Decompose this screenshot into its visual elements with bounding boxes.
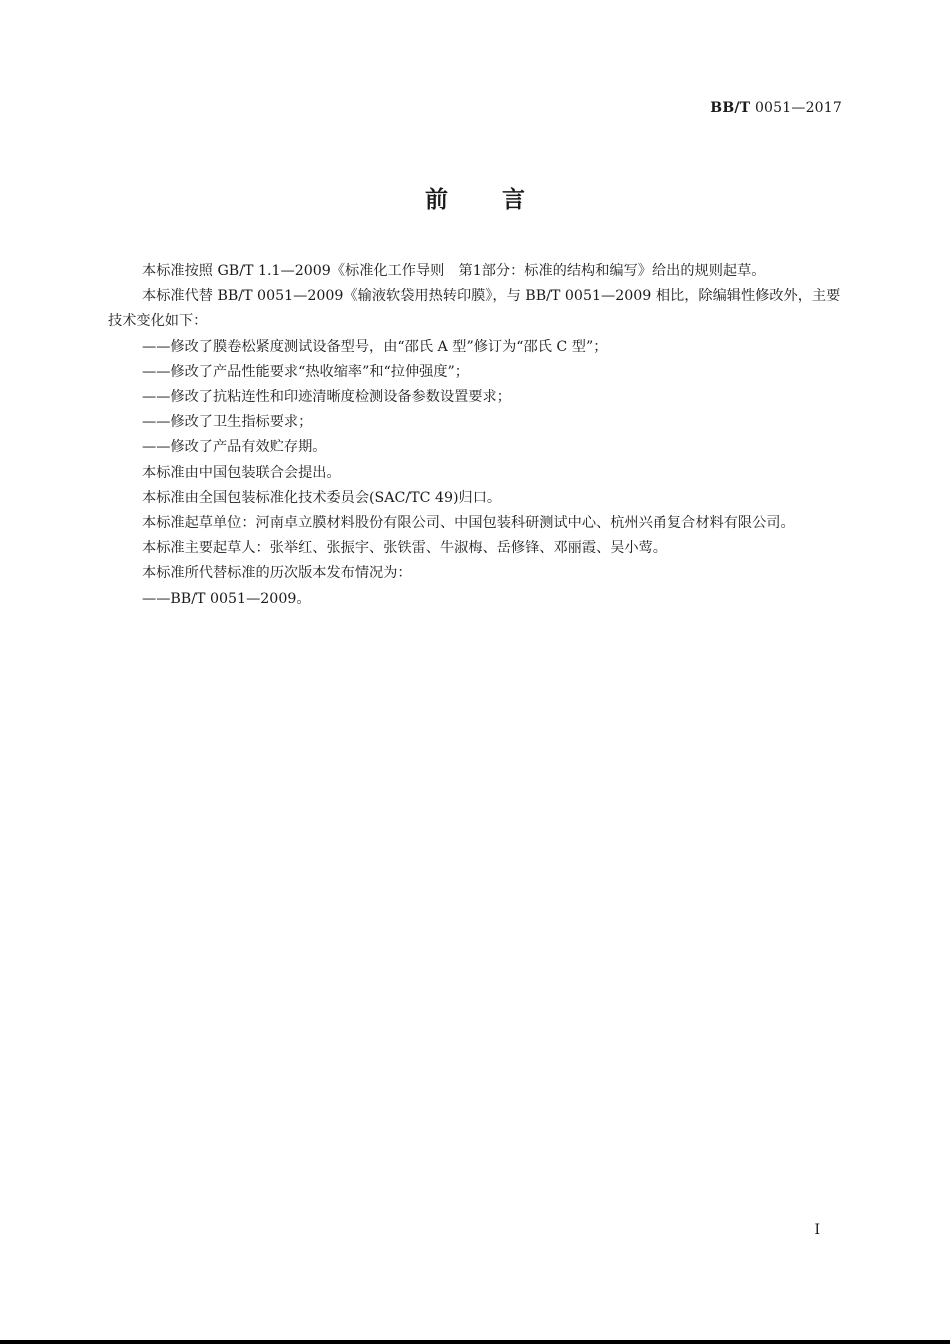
paragraph-drafters: 本标准主要起草人：张举红、张振宇、张铁雷、牛淑梅、岳修锋、邓丽霞、吴小莺。 (142, 540, 667, 557)
paragraph-history-intro: 本标准所代替标准的历次版本发布情况为： (142, 565, 412, 582)
change-item-1: ——修改了膜卷松紧度测试设备型号，由“邵氏 A 型”修订为“邵氏 C 型”； (142, 338, 608, 355)
change-item-3: ——修改了抗粘连性和印迹清晰度检测设备参数设置要求； (142, 389, 511, 406)
history-item-1: ——BB/T 0051—2009。 (142, 590, 311, 607)
paragraph-proposer: 本标准由中国包装联合会提出。 (142, 464, 341, 481)
paragraph-committee: 本标准由全国包装标准化技术委员会(SAC/TC 49)归口。 (142, 489, 502, 506)
page-title: 前言 (425, 187, 579, 213)
standard-code-prefix: BB/T (710, 100, 751, 116)
change-item-4: ——修改了卫生指标要求； (142, 414, 313, 431)
page-number: I (814, 1222, 820, 1238)
paragraph-drafting-units: 本标准起草单位：河南卓立膜材料股份有限公司、中国包装科研测试中心、杭州兴甬复合材料有限公司。 (142, 515, 795, 532)
change-item-2: ——修改了产品性能要求“热收缩率”和“拉伸强度”； (142, 363, 469, 380)
standard-code-header (710, 100, 842, 116)
change-item-5: ——修改了产品有效贮存期。 (142, 439, 327, 456)
foreword-body (108, 259, 842, 612)
standard-code-number: 0051—2017 (754, 100, 842, 116)
paragraph-drafting-rules: 本标准按照 GB/T 1.1—2009《标准化工作导则 第1部分：标准的结构和编写》给出的规则起草。 (142, 263, 766, 279)
bottom-rule (0, 1340, 950, 1344)
paragraph-replacement: 本标准代替 BB/T 0051—2009《输液软袋用热转印膜》，与 BB/T 0051—2009 相比，除编辑性修改外，主要技术变化如下： (108, 288, 841, 330)
